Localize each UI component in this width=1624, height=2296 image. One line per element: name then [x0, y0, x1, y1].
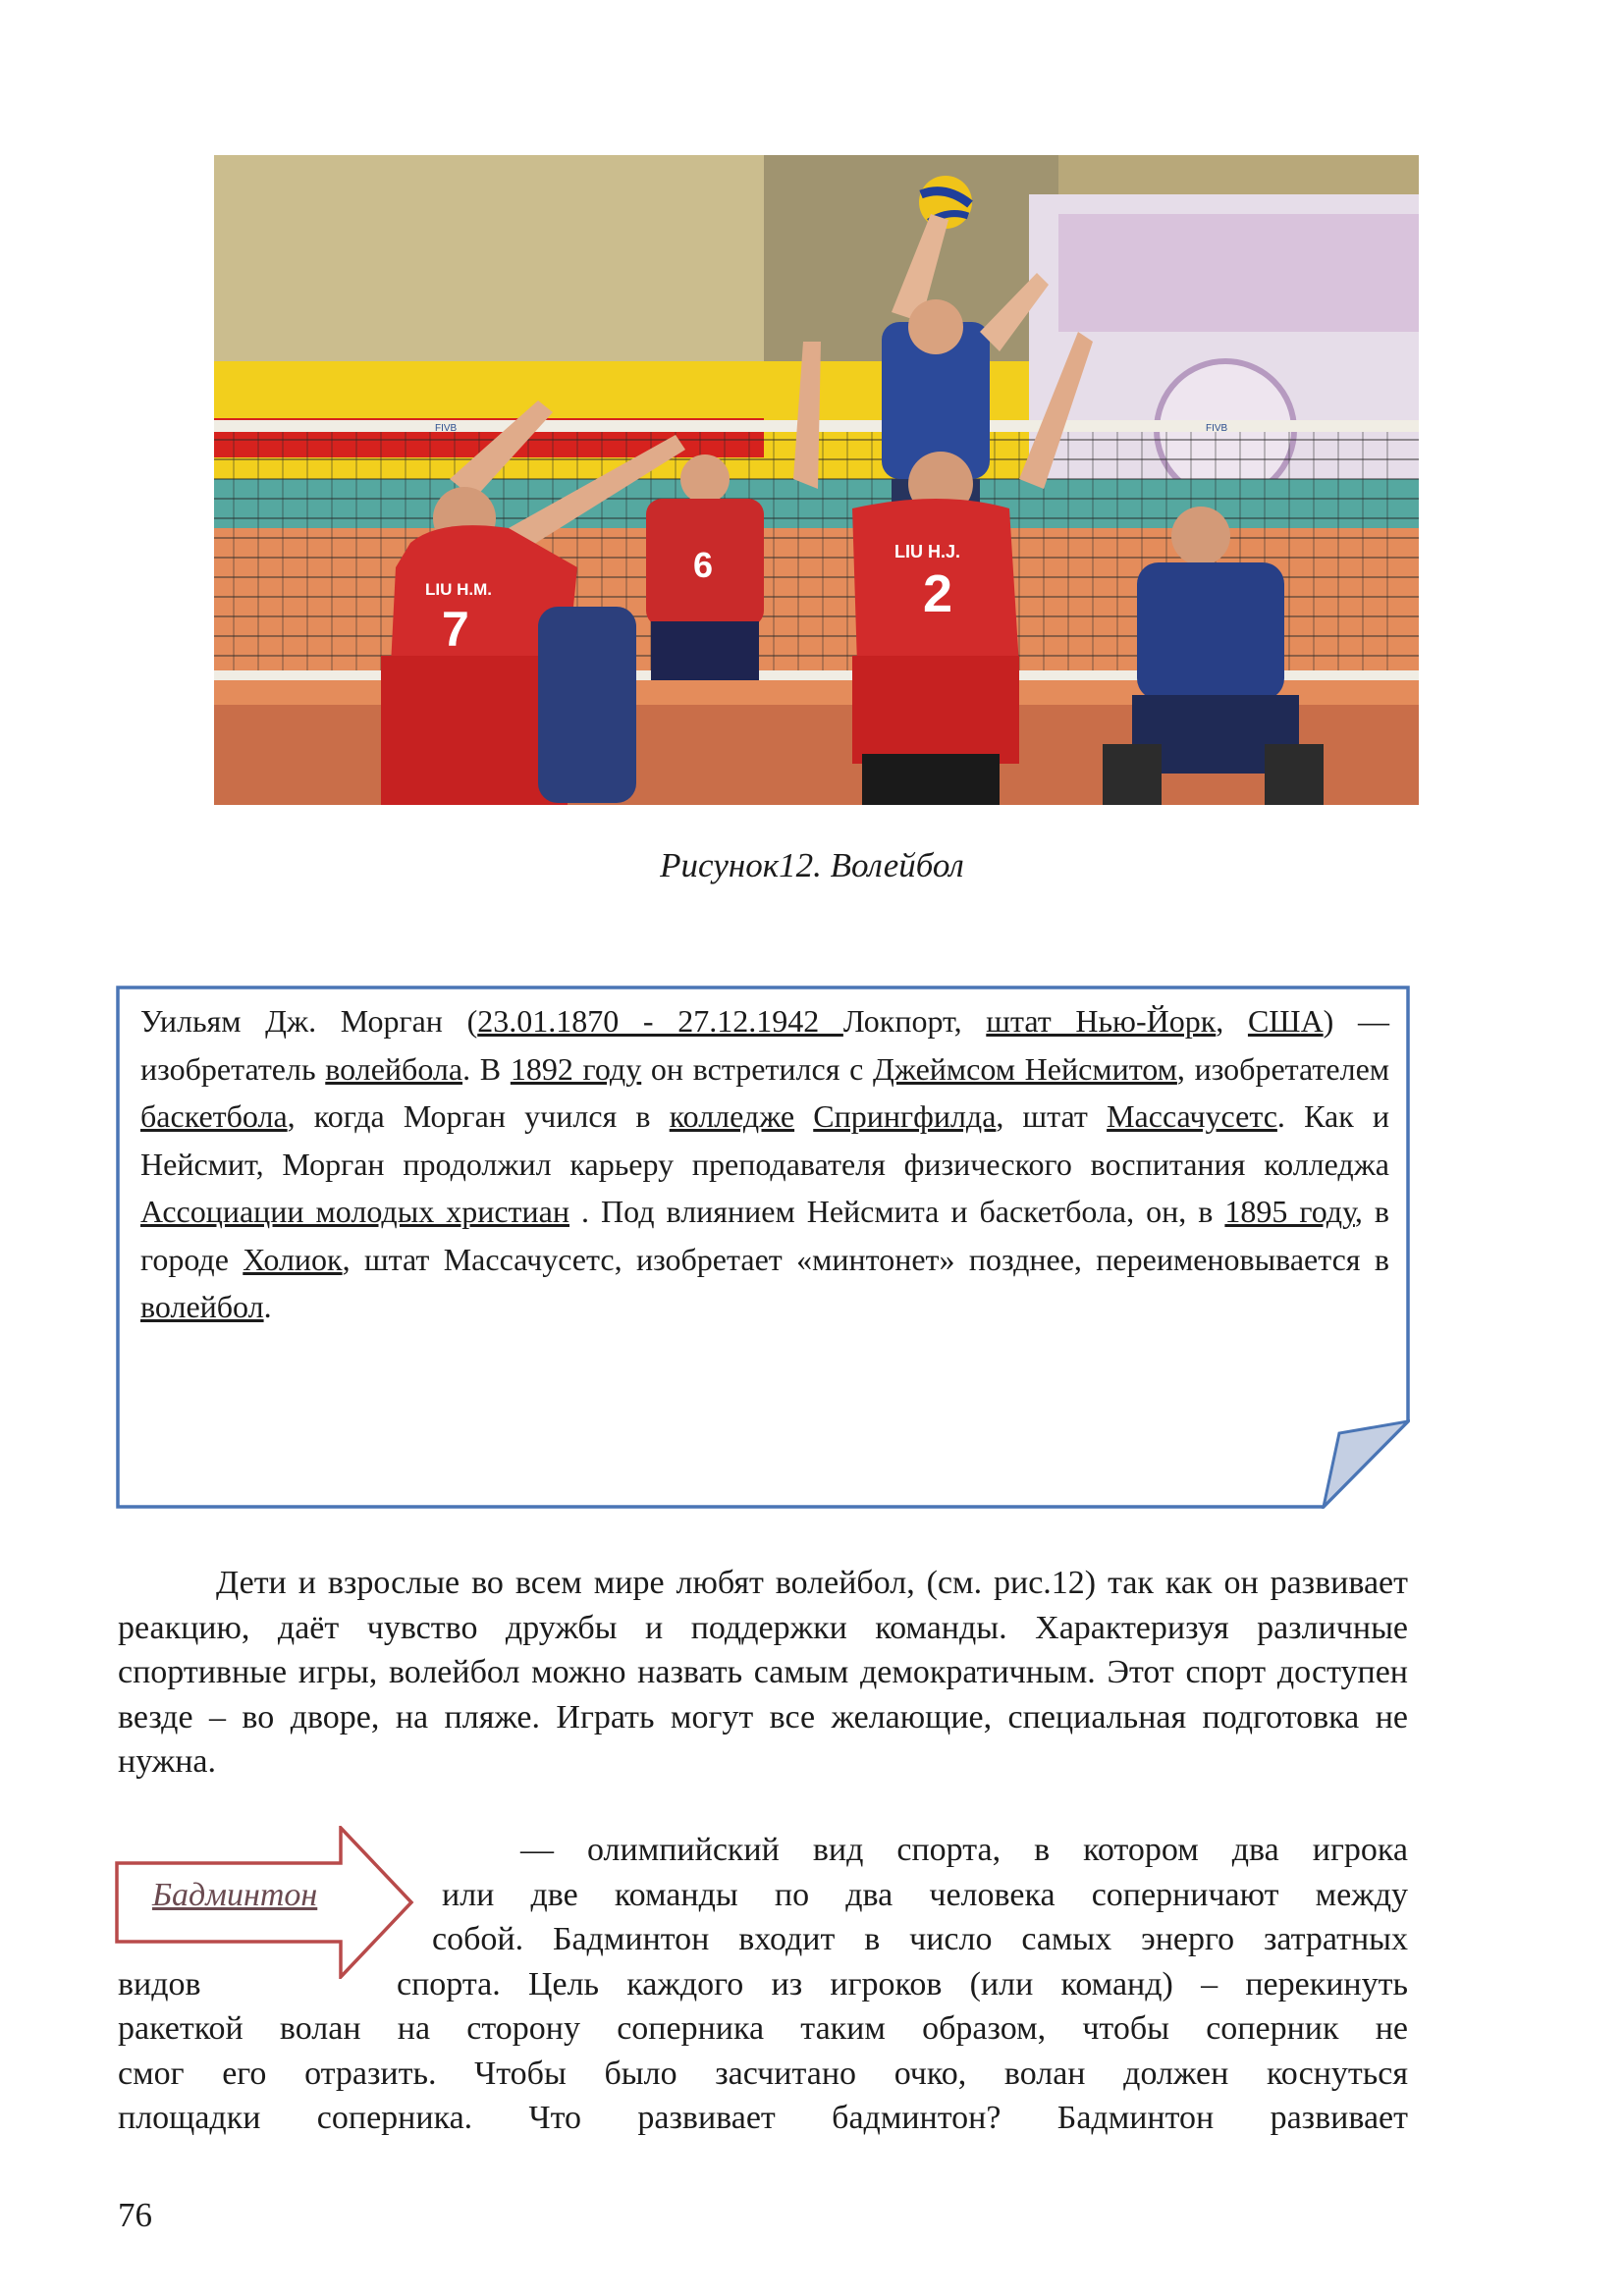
- badminton-line: площадки соперника. Что развивает бадминтон? Бадминтон развивает: [118, 2100, 1408, 2136]
- year-1895-link[interactable]: 1895 году: [1224, 1194, 1355, 1229]
- volleyball-link-2[interactable]: волейбол: [140, 1289, 264, 1324]
- figure-caption: Рисунок12. Волейбол: [660, 846, 964, 884]
- jersey-center-name: LIU H.J.: [894, 542, 961, 561]
- basketball-link[interactable]: баскетбола: [140, 1098, 288, 1134]
- paragraph-volleyball: Дети и взрослые во всем мире любят волейбол, (см. рис.12) так как он развивает реакцию, даёт чувство дружбы и поддержки команды. Характеризуя различные спортивные игры, волейбол можно назвать самым демократичным. Этот спорт доступен везде – во дворе, на пляже. Играть могут все желающие, специальная подготовка не нужна.: [118, 1565, 1408, 1780]
- badminton-line: ракеткой волан на сторону соперника таким образом, чтобы соперник не: [118, 2010, 1408, 2047]
- volleyball-link[interactable]: волейбола: [325, 1050, 463, 1087]
- college-link[interactable]: колледже: [669, 1098, 795, 1134]
- usa-link[interactable]: США: [1247, 1003, 1324, 1039]
- svg-text:FIVB: FIVB: [1206, 423, 1228, 434]
- jersey-left-number: 7: [442, 602, 469, 657]
- badminton-label: Бадминтон: [152, 1877, 318, 1913]
- badminton-line: видов спорта. Цель каждого из игроков (или команд) – перекинуть: [118, 1965, 1408, 2002]
- page-number: 76: [118, 2196, 152, 2234]
- badminton-line: — олимпийский вид спорта, в котором два игрока: [520, 1832, 1408, 1868]
- volleyball-photo: [214, 155, 1419, 805]
- net-brand-label: FIVB: [435, 423, 458, 434]
- ymca-link[interactable]: Ассоциации молодых христиан: [140, 1194, 569, 1229]
- paragraph-badminton: [118, 1828, 1408, 2141]
- badminton-line: смог его отразить. Чтобы было засчитано очко, волан должен коснуться: [118, 2055, 1408, 2092]
- naismith-link[interactable]: Джеймсом Нейсмитом: [873, 1050, 1177, 1087]
- badminton-line: собой. Бадминтон входит в число самых энерго затратных: [432, 1921, 1408, 1957]
- badminton-line: или две команды по два человека соперничают между: [442, 1876, 1408, 1913]
- year-1892-link[interactable]: 1892 году: [510, 1050, 642, 1087]
- info-box-text: Уильям Дж. Морган (23.01.1870 - 27.12.1942 Локпорт, штат Нью-Йорк, США) — изобретатель волейбола. В 1892 году он встретился с Джеймсом Нейсмитом, изобретателем баскетбола, когда Морган учился в колледже Спрингфилда, штат Массачусетс. Как и Нейсмит, Морган продолжил карьеру преподавателя физического воспитания колледжа Ассоциации молодых христиан . Под влиянием Нейсмита и баскетбола, он, в 1895 году, в городе Холиок, штат Массачусетс, изобретает «минтонет» позднее, переименовывается в волейбол.: [140, 1003, 1390, 1324]
- new-york-link[interactable]: штат Нью-Йорк: [986, 1003, 1217, 1039]
- jersey-back-number: 6: [693, 545, 714, 585]
- jersey-left-name: LIU H.M.: [425, 580, 492, 599]
- springfield-link[interactable]: Спрингфилда: [813, 1098, 997, 1134]
- jersey-center-number: 2: [923, 564, 953, 623]
- massachusetts-link[interactable]: Массачусетс: [1107, 1098, 1277, 1134]
- info-box: [116, 986, 1410, 1509]
- holyoke-link[interactable]: Холиок: [243, 1241, 343, 1277]
- dates-link[interactable]: 23.01.1870 - 27.12.1942: [477, 1003, 843, 1039]
